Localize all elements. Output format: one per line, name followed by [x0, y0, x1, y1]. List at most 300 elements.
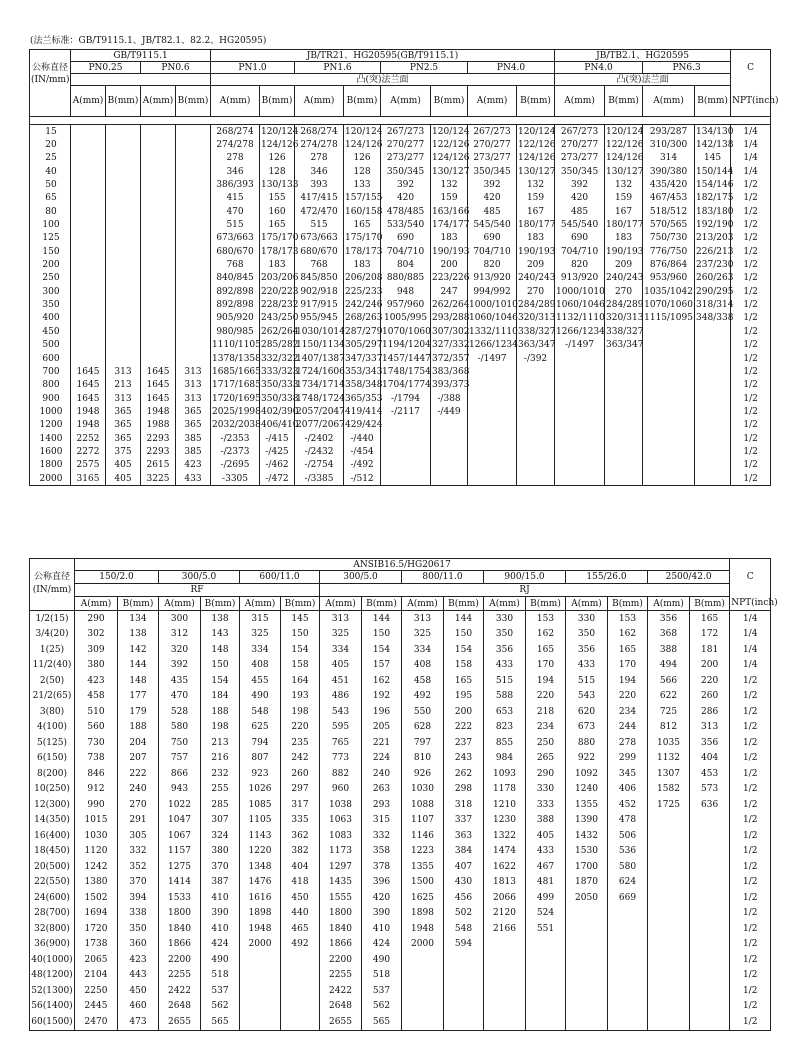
- dimension-cell: 473: [118, 1014, 159, 1030]
- dimension-cell: 237/230: [696, 260, 734, 271]
- dimension-cell: 405: [106, 459, 141, 472]
- nominal-size-cell: 250: [30, 272, 71, 285]
- dimension-cell: [141, 205, 176, 218]
- dimension-cell: 128: [260, 165, 295, 178]
- dimension-cell: 232: [201, 766, 240, 782]
- dimension-cell: 855: [484, 735, 526, 751]
- dimension-cell: 690: [381, 232, 431, 245]
- flange-dimension-table-ansi: [29, 558, 778, 1031]
- nominal-size-cell: 600: [30, 352, 71, 365]
- dimension-cell: -/472: [260, 472, 295, 486]
- dimension-cell: 2293: [141, 432, 176, 445]
- dimension-cell: [106, 152, 141, 165]
- dimension-cell: [517, 379, 555, 392]
- dimension-cell: 1948: [71, 405, 106, 418]
- nominal-size-cell: 60(1500): [30, 1014, 75, 1030]
- dimension-cell: [605, 459, 643, 472]
- dimension-cell: 1092: [566, 766, 608, 782]
- dimension-cell: 150: [444, 627, 484, 643]
- dimension-cell: [71, 312, 106, 325]
- dimension-cell: [517, 472, 555, 486]
- dimension-cell: 452: [608, 797, 648, 813]
- dimension-cell: 285: [201, 797, 240, 813]
- dimension-cell: 180/177: [518, 220, 556, 231]
- dimension-cell: 515: [211, 218, 260, 231]
- nominal-size-cell: 12(300): [30, 797, 75, 813]
- dimension-cell: [690, 906, 730, 922]
- dimension-cell: 284/289: [606, 300, 644, 311]
- dimension-cell: 1275: [159, 859, 201, 875]
- nominal-size-cell: 300: [30, 285, 71, 298]
- dimension-cell: 194: [608, 673, 648, 689]
- column-header-a: A(mm): [320, 597, 362, 611]
- dimension-cell: 365: [106, 405, 141, 418]
- dimension-cell: 144: [444, 611, 484, 627]
- dimension-cell: 150/144: [696, 166, 734, 177]
- npt-cell: 1/2: [731, 258, 771, 271]
- dimension-cell: 1194/1204: [382, 340, 431, 351]
- nominal-size-cell: 40(1000): [30, 952, 75, 968]
- dimension-cell: 455: [240, 673, 281, 689]
- dimension-cell: 267/273: [555, 125, 605, 139]
- dimension-cell: 260: [281, 766, 320, 782]
- dimension-cell: -/2402: [295, 432, 344, 445]
- dimension-cell: 1083: [320, 828, 362, 844]
- table-row: [30, 312, 771, 325]
- nominal-size-cell: 18(450): [30, 844, 75, 860]
- table-row: [30, 472, 771, 486]
- dimension-cell: [176, 298, 211, 311]
- dimension-cell: -/1794: [381, 392, 431, 405]
- column-header-a: A(mm): [566, 597, 608, 611]
- dimension-cell: 287/279: [345, 326, 383, 337]
- dimension-cell: 150: [201, 658, 240, 674]
- dimension-cell: 183/180: [696, 206, 734, 217]
- nominal-size-cell: 32(800): [30, 921, 75, 937]
- nominal-size-cell: 1000: [30, 405, 71, 418]
- npt-cell: 1/2: [730, 689, 771, 705]
- dimension-cell: 2166: [484, 921, 526, 937]
- dimension-cell: [444, 952, 484, 968]
- npt-cell: 1/2: [731, 405, 771, 418]
- dimension-cell: 1173: [320, 844, 362, 860]
- dimension-cell: 628: [402, 720, 444, 736]
- dimension-cell: -/1497: [555, 339, 605, 352]
- dimension-cell: [468, 392, 517, 405]
- pressure-header: PN6.3: [643, 62, 731, 74]
- dimension-cell: 704/710: [468, 245, 517, 258]
- dimension-cell: [517, 419, 555, 432]
- dimension-cell: 548: [444, 921, 484, 937]
- dimension-cell: 2648: [320, 999, 362, 1015]
- dimension-cell: 200: [690, 658, 730, 674]
- dimension-cell: [608, 999, 648, 1015]
- dimension-cell: [648, 952, 690, 968]
- dimension-cell: [71, 245, 106, 258]
- dimension-cell: 820: [468, 258, 517, 271]
- dimension-cell: [176, 352, 211, 365]
- dimension-cell: -/440: [344, 432, 381, 445]
- dimension-cell: 165: [260, 218, 295, 231]
- dimension-cell: 1530: [566, 844, 608, 860]
- dimension-cell: [106, 125, 141, 139]
- dimension-cell: 313: [106, 392, 141, 405]
- dimension-cell: [648, 983, 690, 999]
- nominal-size-cell: 28(700): [30, 906, 75, 922]
- dimension-cell: [648, 1014, 690, 1030]
- table-row: [30, 459, 771, 472]
- dimension-cell: -/415: [260, 432, 295, 445]
- dimension-cell: 440: [281, 906, 320, 922]
- standard-header-gb: GB/T9115.1: [71, 50, 211, 62]
- npt-header-top: [731, 50, 771, 62]
- dimension-cell: 472/470: [295, 205, 344, 218]
- dimension-cell: 866: [159, 766, 201, 782]
- dimension-cell: 2575: [71, 459, 106, 472]
- dimension-cell: 175/170: [345, 233, 383, 244]
- nominal-header-top: [30, 559, 75, 571]
- dimension-cell: 302: [75, 627, 118, 643]
- dimension-cell: [240, 1014, 281, 1030]
- dimension-cell: [555, 472, 605, 486]
- nominal-size-cell: 450: [30, 325, 71, 338]
- dimension-cell: -/2432: [295, 445, 344, 458]
- dimension-cell: 1474: [484, 844, 526, 860]
- dimension-cell: 350/333: [261, 380, 299, 391]
- dimension-cell: 1220: [240, 844, 281, 860]
- dimension-cell: 595: [320, 720, 362, 736]
- dimension-cell: 704/710: [381, 245, 431, 258]
- dimension-cell: 179: [118, 704, 159, 720]
- dimension-cell: [643, 432, 695, 445]
- npt-cell: 1/2: [730, 735, 771, 751]
- table-row: [30, 165, 771, 178]
- npt-cell: 1/2: [731, 379, 771, 392]
- dimension-cell: 1948: [141, 405, 176, 418]
- dimension-cell: 120/124: [431, 125, 468, 139]
- dimension-cell: 309: [75, 642, 118, 658]
- dimension-cell: 206/208: [345, 273, 383, 284]
- dimension-cell: [176, 138, 211, 151]
- dimension-cell: 957/960: [381, 298, 431, 311]
- dimension-cell: [526, 937, 566, 953]
- dimension-cell: 750/730: [643, 232, 695, 245]
- npt-cell: 1/2: [730, 813, 771, 829]
- dimension-cell: 172: [690, 627, 730, 643]
- dimension-cell: 1266/1234: [556, 326, 605, 337]
- npt-cell: 1/2: [731, 245, 771, 258]
- dimension-cell: [468, 472, 517, 486]
- dimension-cell: -/454: [344, 445, 381, 458]
- standards-note: (法兰标准：GB/T9115.1、JB/T82.1、82.2、HG20595): [30, 36, 267, 46]
- dimension-cell: -/2117: [381, 405, 431, 418]
- dimension-cell: 1645: [141, 392, 176, 405]
- dimension-cell: 2000: [402, 937, 444, 953]
- dimension-cell: 213: [106, 379, 141, 392]
- dimension-cell: [106, 312, 141, 325]
- dimension-cell: 404: [690, 751, 730, 767]
- dimension-cell: 392: [159, 658, 201, 674]
- dimension-cell: 420: [362, 890, 402, 906]
- npt-cell: 1/2: [730, 751, 771, 767]
- dimension-cell: 1704/1774: [382, 380, 431, 391]
- pressure-header: PN1.0: [211, 62, 295, 74]
- dimension-cell: 768: [295, 258, 344, 271]
- dimension-cell: [71, 285, 106, 298]
- dimension-cell: 356: [690, 735, 730, 751]
- dimension-cell: 1047: [159, 813, 201, 829]
- dimension-cell: 162: [608, 627, 648, 643]
- dimension-cell: 580: [159, 720, 201, 736]
- dimension-cell: 247: [431, 285, 468, 298]
- dimension-cell: 573: [690, 782, 730, 798]
- table-row: [30, 405, 771, 418]
- dimension-cell: 334: [402, 642, 444, 658]
- dimension-cell: 130/127: [432, 166, 470, 177]
- table-row: [30, 245, 771, 258]
- dimension-cell: 325: [240, 627, 281, 643]
- dimension-cell: 198: [201, 720, 240, 736]
- pressure-header: PN4.0: [555, 62, 643, 74]
- dimension-cell: 994/992: [468, 285, 517, 298]
- dimension-cell: 222: [118, 766, 159, 782]
- table-row: [30, 125, 771, 139]
- dimension-cell: [695, 352, 731, 365]
- dimension-cell: 337: [444, 813, 484, 829]
- dimension-cell: 154: [281, 642, 320, 658]
- dimension-cell: 515: [566, 673, 608, 689]
- dimension-cell: 408: [402, 658, 444, 674]
- dimension-cell: 1355: [566, 797, 608, 813]
- table-row: [30, 937, 771, 953]
- dimension-cell: 545/540: [555, 218, 605, 231]
- dimension-cell: 350/345: [381, 165, 431, 178]
- dimension-cell: 318: [444, 797, 484, 813]
- dimension-cell: 846: [75, 766, 118, 782]
- dimension-cell: 385: [176, 432, 211, 445]
- dimension-cell: [381, 445, 431, 458]
- dimension-cell: 270/277: [468, 138, 517, 151]
- dimension-cell: 234: [526, 720, 566, 736]
- dimension-cell: 1005/995: [381, 312, 431, 325]
- dimension-cell: 485: [555, 205, 605, 218]
- table-row: [30, 298, 771, 311]
- dimension-cell: 220: [281, 720, 320, 736]
- column-header-a: A(mm): [295, 86, 344, 117]
- dimension-cell: [690, 1014, 730, 1030]
- dimension-cell: 470: [159, 689, 201, 705]
- dimension-cell: [690, 813, 730, 829]
- npt-cell: 1/2: [731, 205, 771, 218]
- column-header-a: A(mm): [381, 86, 431, 117]
- dimension-cell: 313: [402, 611, 444, 627]
- dimension-cell: 410: [201, 921, 240, 937]
- dimension-cell: [643, 472, 695, 486]
- dimension-cell: [690, 999, 730, 1015]
- dimension-cell: [605, 405, 643, 418]
- table-row: [30, 782, 771, 798]
- dimension-cell: 157: [362, 658, 402, 674]
- dimension-cell: [71, 218, 106, 231]
- dimension-cell: 420: [555, 192, 605, 205]
- column-header-a: A(mm): [240, 597, 281, 611]
- dimension-cell: 350/345: [468, 165, 517, 178]
- nominal-size-cell: 16(400): [30, 828, 75, 844]
- dimension-cell: [468, 365, 517, 378]
- column-header-a: A(mm): [71, 86, 106, 117]
- dimension-cell: [176, 178, 211, 191]
- npt-cell: 1/2: [730, 983, 771, 999]
- dimension-cell: 335: [281, 813, 320, 829]
- dimension-cell: 913/920: [555, 272, 605, 285]
- dimension-cell: 537: [201, 983, 240, 999]
- dimension-cell: 314: [643, 152, 695, 165]
- column-header-a: A(mm): [159, 597, 201, 611]
- dimension-cell: [141, 125, 176, 139]
- dimension-cell: 305/297: [345, 340, 383, 351]
- dimension-cell: 362: [281, 828, 320, 844]
- dimension-cell: 2104: [75, 968, 118, 984]
- dimension-cell: 1435: [320, 875, 362, 891]
- dimension-cell: 1738: [75, 937, 118, 953]
- dimension-cell: 178/173: [261, 246, 299, 257]
- dimension-cell: 636: [690, 797, 730, 813]
- dimension-cell: [605, 392, 643, 405]
- dimension-cell: 1307: [648, 766, 690, 782]
- table-row: [30, 339, 771, 352]
- table-row: [30, 859, 771, 875]
- dimension-cell: [106, 325, 141, 338]
- gap-cell: [30, 117, 771, 125]
- dimension-cell: 515: [484, 673, 526, 689]
- nominal-size-cell: 8(200): [30, 766, 75, 782]
- npt-cell: 1/2: [731, 339, 771, 352]
- npt-cell: 1/2: [731, 432, 771, 445]
- dimension-cell: 268/263: [345, 313, 383, 324]
- dimension-cell: [141, 232, 176, 245]
- dimension-cell: 913/920: [468, 272, 517, 285]
- dimension-cell: 385: [176, 445, 211, 458]
- column-header-b: B(mm): [118, 597, 159, 611]
- dimension-cell: [690, 890, 730, 906]
- dimension-cell: [608, 906, 648, 922]
- column-header-b: B(mm): [526, 597, 566, 611]
- dimension-cell: [484, 1014, 526, 1030]
- dimension-cell: 1720: [75, 921, 118, 937]
- dimension-cell: 144: [118, 658, 159, 674]
- dimension-cell: 433: [484, 658, 526, 674]
- dimension-cell: 492: [402, 689, 444, 705]
- dimension-cell: 390: [201, 906, 240, 922]
- dimension-cell: [141, 138, 176, 151]
- dimension-cell: 2200: [159, 952, 201, 968]
- dimension-cell: 365: [176, 405, 211, 418]
- npt-cell: 1/2: [730, 828, 771, 844]
- npt-cell: 1/2: [730, 1014, 771, 1030]
- nominal-size-cell: 800: [30, 379, 71, 392]
- dimension-cell: 680/670: [211, 245, 260, 258]
- nominal-size-cell: 1800: [30, 459, 71, 472]
- dimension-cell: 160: [260, 205, 295, 218]
- dimension-cell: 423: [176, 459, 211, 472]
- table-row: [30, 205, 771, 218]
- npt-cell: 1/2: [731, 459, 771, 472]
- table-row: [30, 766, 771, 782]
- npt-cell: 1/2: [731, 472, 771, 486]
- npt-cell: 1/2: [731, 218, 771, 231]
- dimension-cell: 750: [159, 735, 201, 751]
- dimension-cell: 392: [555, 178, 605, 191]
- nominal-size-cell: 15: [30, 125, 71, 139]
- dimension-cell: [431, 459, 468, 472]
- dimension-cell: 320: [159, 642, 201, 658]
- dimension-cell: 548: [240, 704, 281, 720]
- table-row: [30, 272, 771, 285]
- nominal-size-cell: 24(600): [30, 890, 75, 906]
- dimension-cell: [402, 952, 444, 968]
- face-type-header: 凸(突)法兰面: [555, 74, 731, 86]
- dimension-cell: 160/158: [345, 206, 383, 217]
- table-row: [30, 325, 771, 338]
- npt-label: C: [731, 62, 771, 74]
- dimension-cell: 330: [566, 611, 608, 627]
- dimension-cell: 170: [608, 658, 648, 674]
- dimension-cell: 200: [431, 258, 468, 271]
- dimension-cell: 450: [118, 983, 159, 999]
- dimension-cell: 1502: [75, 890, 118, 906]
- dimension-cell: 467: [526, 859, 566, 875]
- dimension-cell: 144: [362, 611, 402, 627]
- dimension-cell: -/388: [431, 392, 468, 405]
- column-header-a: A(mm): [484, 597, 526, 611]
- dimension-cell: 363/347: [606, 340, 644, 351]
- dimension-cell: 405: [106, 472, 141, 486]
- dimension-cell: 346: [211, 165, 260, 178]
- dimension-cell: 494: [648, 658, 690, 674]
- dimension-cell: [566, 968, 608, 984]
- dimension-cell: [555, 379, 605, 392]
- column-header-b: B(mm): [344, 86, 381, 117]
- dimension-cell: 150: [362, 627, 402, 643]
- dimension-cell: 318/314: [696, 300, 734, 311]
- dimension-cell: 188: [201, 704, 240, 720]
- table-row: [30, 365, 771, 378]
- table-row: [30, 673, 771, 689]
- npt-cell: 1/2: [730, 921, 771, 937]
- dimension-cell: 356: [484, 642, 526, 658]
- nominal-size-cell: 500: [30, 339, 71, 352]
- dimension-cell: [695, 405, 731, 418]
- dimension-cell: 132: [517, 178, 555, 191]
- dimension-cell: [517, 445, 555, 458]
- dimension-cell: 810: [402, 751, 444, 767]
- npt-cell: 1/4: [731, 152, 771, 165]
- dimension-cell: 120/124: [260, 125, 295, 139]
- dimension-cell: 1000/1010: [469, 300, 518, 311]
- dimension-cell: 1948: [71, 419, 106, 432]
- dimension-cell: [106, 218, 141, 231]
- dimension-cell: 1555: [320, 890, 362, 906]
- dimension-cell: 490: [240, 689, 281, 705]
- dimension-cell: [690, 859, 730, 875]
- dimension-cell: 225/233: [345, 286, 383, 297]
- dimension-cell: 138: [118, 627, 159, 643]
- npt-cell: 1/2: [731, 232, 771, 245]
- column-header-a: A(mm): [468, 86, 517, 117]
- dimension-cell: 420: [468, 192, 517, 205]
- nominal-size-cell: 14(350): [30, 813, 75, 829]
- dimension-cell: 226/213: [696, 246, 734, 257]
